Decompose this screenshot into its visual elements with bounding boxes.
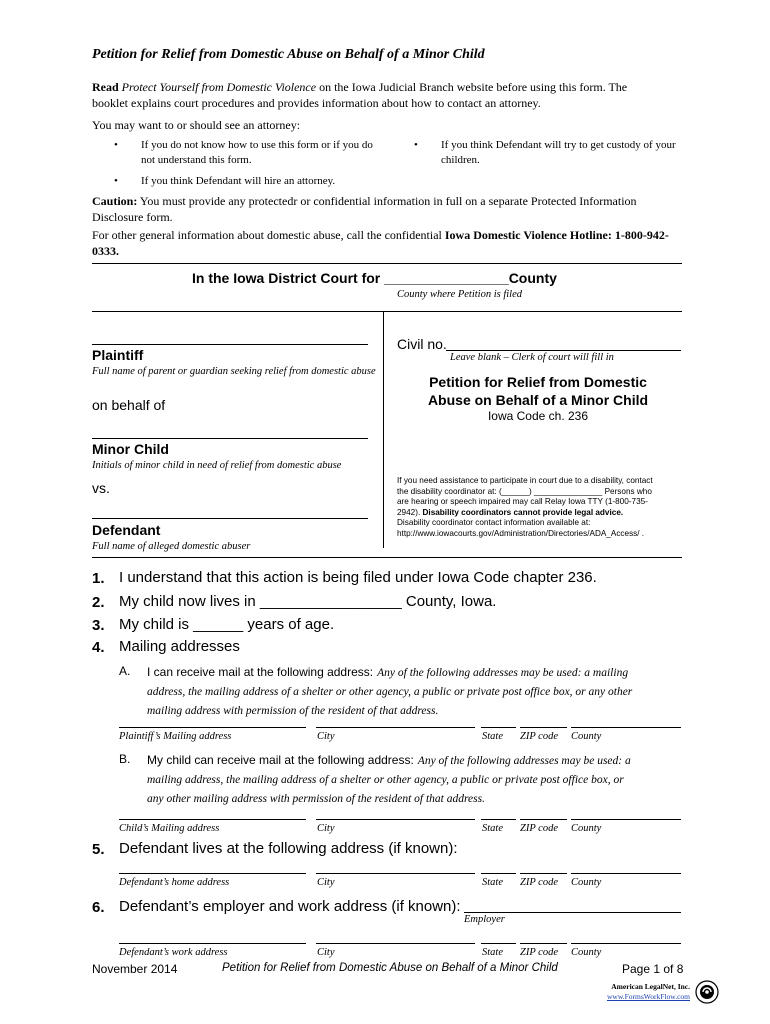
county-label: County bbox=[571, 877, 602, 888]
ada-line-6: http://www.iowacourts.gov/Administration/Directories/ADA_Access/ . bbox=[397, 528, 645, 538]
publisher-name: American LegalNet, Inc. bbox=[611, 982, 690, 991]
employer-line[interactable] bbox=[464, 912, 681, 913]
child-address-label: Child’s Mailing address bbox=[119, 823, 220, 834]
item-5-number: 5. bbox=[92, 841, 105, 858]
child-address-line[interactable] bbox=[119, 819, 306, 820]
child-address-row bbox=[119, 819, 681, 839]
child-state-line[interactable] bbox=[481, 819, 516, 820]
defendant-work-county-line[interactable] bbox=[571, 943, 681, 944]
plaintiff-city-line[interactable] bbox=[316, 727, 475, 728]
ada-line-1: If you need assistance to participate in court due to a disability, contact bbox=[397, 476, 653, 485]
minor-child-label: Minor Child bbox=[92, 441, 169, 457]
bullet-2: • If you think Defendant will try to get custody of your children. bbox=[441, 138, 681, 168]
defendant-work-label: Defendant’s work address bbox=[119, 947, 228, 958]
defendant-home-line[interactable] bbox=[119, 873, 306, 874]
defendant-work-state-line[interactable] bbox=[481, 943, 516, 944]
divider-court bbox=[92, 311, 682, 312]
form-title bbox=[390, 373, 686, 409]
item-2-text: My child now lives in _________________ County, Iowa. bbox=[119, 593, 497, 610]
intro-read bbox=[92, 79, 682, 111]
defendant-work-zip-line[interactable] bbox=[520, 943, 567, 944]
employer-label: Employer bbox=[464, 914, 505, 925]
hotline-paragraph bbox=[92, 227, 682, 259]
defendant-home-row bbox=[119, 873, 681, 893]
vs-label: vs. bbox=[92, 480, 110, 496]
read-rest-2: booklet explains court procedures and provides information about how to contact an attorney. bbox=[92, 96, 541, 110]
caution-paragraph bbox=[92, 193, 682, 225]
county-label: County bbox=[571, 731, 602, 742]
ada-line-2: the disability coordinator at: (______) _______________ Persons who bbox=[397, 486, 652, 496]
state-label: State bbox=[482, 823, 503, 834]
plaintiff-address-label: Plaintiff’s Mailing address bbox=[119, 731, 232, 742]
ada-line-4 bbox=[397, 508, 689, 519]
ada-notice bbox=[397, 476, 689, 539]
item-6-number: 6. bbox=[92, 899, 105, 916]
zip-label: ZIP code bbox=[520, 823, 559, 834]
zip-label: ZIP code bbox=[520, 947, 559, 958]
plaintiff-address-line[interactable] bbox=[119, 727, 306, 728]
read-word: Read bbox=[92, 80, 119, 94]
item-4a-letter: A. bbox=[119, 664, 131, 678]
city-label: City bbox=[317, 823, 335, 834]
minor-child-line[interactable] bbox=[92, 438, 368, 439]
item-4b-text: My child can receive mail at the following address: bbox=[147, 753, 414, 767]
defendant-work-row bbox=[119, 943, 681, 963]
defendant-home-county-line[interactable] bbox=[571, 873, 681, 874]
zip-label: ZIP code bbox=[520, 877, 559, 888]
item-4-text: Mailing addresses bbox=[119, 638, 240, 655]
ada-line-5: Disability coordinator contact information available at: bbox=[397, 518, 591, 527]
publisher-website-link[interactable]: www.FormsWorkFlow.com bbox=[606, 992, 690, 1001]
court-heading: In the Iowa District Court for ________________County bbox=[192, 270, 557, 286]
defendant-home-city-line[interactable] bbox=[316, 873, 475, 874]
iowa-code: Iowa Code ch. 236 bbox=[487, 409, 589, 423]
civil-no-line[interactable] bbox=[446, 350, 681, 351]
plaintiff-state-line[interactable] bbox=[481, 727, 516, 728]
plaintiff-county-line[interactable] bbox=[571, 727, 681, 728]
ada-line-4a: 2942). bbox=[397, 507, 423, 517]
plaintiff-label: Plaintiff bbox=[92, 347, 144, 363]
footer-page-number: Page 1 of 8 bbox=[622, 962, 684, 976]
item-4a-text: I can receive mail at the following address: bbox=[147, 665, 374, 679]
defendant-name-line[interactable] bbox=[92, 518, 368, 519]
attorney-lead: You may want to or should see an attorney: bbox=[92, 118, 301, 132]
publisher-logo-icon bbox=[695, 980, 719, 1004]
on-behalf-of: on behalf of bbox=[92, 397, 166, 413]
form-title-line-2: Abuse on Behalf of a Minor Child bbox=[427, 392, 649, 408]
ada-line-4b: Disability coordinators cannot provide legal advice. bbox=[422, 507, 624, 517]
caption-vertical-divider bbox=[383, 311, 384, 548]
child-county-line[interactable] bbox=[571, 819, 681, 820]
child-city-line[interactable] bbox=[316, 819, 475, 820]
booklet-name: Protect Yourself from Domestic Violence bbox=[121, 80, 317, 94]
civil-no-note: Leave blank – Clerk of court will fill in bbox=[450, 352, 614, 363]
state-label: State bbox=[482, 947, 503, 958]
item-4a-note-2: address, the mailing address of a shelter or other agency, a public or private post office box, or any other bbox=[147, 686, 633, 698]
item-4a-block bbox=[147, 663, 687, 720]
bullet-3: • If you think Defendant will hire an attorney. bbox=[141, 174, 441, 189]
form-title-line-1: Petition for Relief from Domestic bbox=[429, 374, 647, 390]
caution-label: Caution: bbox=[92, 194, 138, 208]
divider-caption bbox=[92, 557, 682, 558]
county-label: County bbox=[571, 947, 602, 958]
state-label: State bbox=[482, 877, 503, 888]
hotline-number: Iowa Domestic Violence Hotline: 1-800-942-0333. bbox=[92, 228, 669, 258]
item-5-text: Defendant lives at the following address (if known): bbox=[119, 840, 458, 857]
city-label: City bbox=[317, 877, 335, 888]
child-zip-line[interactable] bbox=[520, 819, 567, 820]
state-label: State bbox=[482, 731, 503, 742]
form-header-title: Petition for Relief from Domestic Abuse on Behalf of a Minor Child bbox=[92, 47, 485, 62]
city-label: City bbox=[317, 731, 335, 742]
item-4b-note-2: mailing address, the mailing address of a shelter or other agency, a public or private post office box, or bbox=[147, 774, 624, 786]
plaintiff-address-row bbox=[119, 727, 681, 747]
item-3-number: 3. bbox=[92, 617, 105, 634]
minor-child-note: Initials of minor child in need of relief from domestic abuse bbox=[92, 460, 342, 471]
item-3-text: My child is ______ years of age. bbox=[119, 616, 335, 633]
item-4b-note-3: any other mailing address with permission of the resident of that address. bbox=[147, 793, 485, 805]
zip-label: ZIP code bbox=[520, 731, 559, 742]
defendant-work-city-line[interactable] bbox=[316, 943, 475, 944]
bullet-1: • If you do not know how to use this form or if you do not understand this form. bbox=[141, 138, 381, 168]
item-4a-note-3: mailing address with permission of the resident of that address. bbox=[147, 705, 439, 717]
defendant-home-state-line[interactable] bbox=[481, 873, 516, 874]
footer-title: Petition for Relief from Domestic Abuse on Behalf of a Minor Child bbox=[222, 962, 558, 974]
item-4-number: 4. bbox=[92, 639, 105, 656]
plaintiff-note: Full name of parent or guardian seeking relief from domestic abuse bbox=[92, 366, 376, 377]
defendant-work-line[interactable] bbox=[119, 943, 306, 944]
county-note: County where Petition is filed bbox=[397, 289, 523, 300]
item-4a-note-1: Any of the following addresses may be used: a mailing bbox=[377, 667, 629, 679]
plaintiff-zip-line[interactable] bbox=[520, 727, 567, 728]
item-4b-note-1: Any of the following addresses may be used: a bbox=[417, 755, 631, 767]
hotline-text: For other general information about domestic abuse, call the confidential bbox=[92, 228, 445, 242]
footer-date: November 2014 bbox=[92, 962, 178, 976]
item-2-number: 2. bbox=[92, 594, 105, 611]
civil-no-label: Civil no. bbox=[397, 336, 447, 352]
caution-text: You must provide any protectedr or confidential information in full on a separate Protected Information Disclosure form. bbox=[92, 194, 637, 224]
item-6-text: Defendant’s employer and work address (if known): bbox=[119, 898, 461, 915]
item-4b-letter: B. bbox=[119, 752, 131, 766]
defendant-home-label: Defendant’s home address bbox=[119, 877, 230, 888]
ada-line-3: are hearing or speech impaired may call Relay Iowa TTY (1-800-735- bbox=[397, 497, 648, 506]
defendant-home-zip-line[interactable] bbox=[520, 873, 567, 874]
item-4b-block bbox=[147, 751, 687, 808]
county-label: County bbox=[571, 823, 602, 834]
item-1-number: 1. bbox=[92, 570, 105, 587]
defendant-label: Defendant bbox=[92, 522, 161, 538]
defendant-note: Full name of alleged domestic abuser bbox=[92, 541, 251, 552]
item-1-text: I understand that this action is being filed under Iowa Code chapter 236. bbox=[119, 569, 597, 586]
plaintiff-name-line[interactable] bbox=[92, 344, 368, 345]
city-label: City bbox=[317, 947, 335, 958]
divider-top bbox=[92, 263, 682, 264]
read-rest-1: on the Iowa Judicial Branch website before using this form. The bbox=[316, 80, 628, 94]
